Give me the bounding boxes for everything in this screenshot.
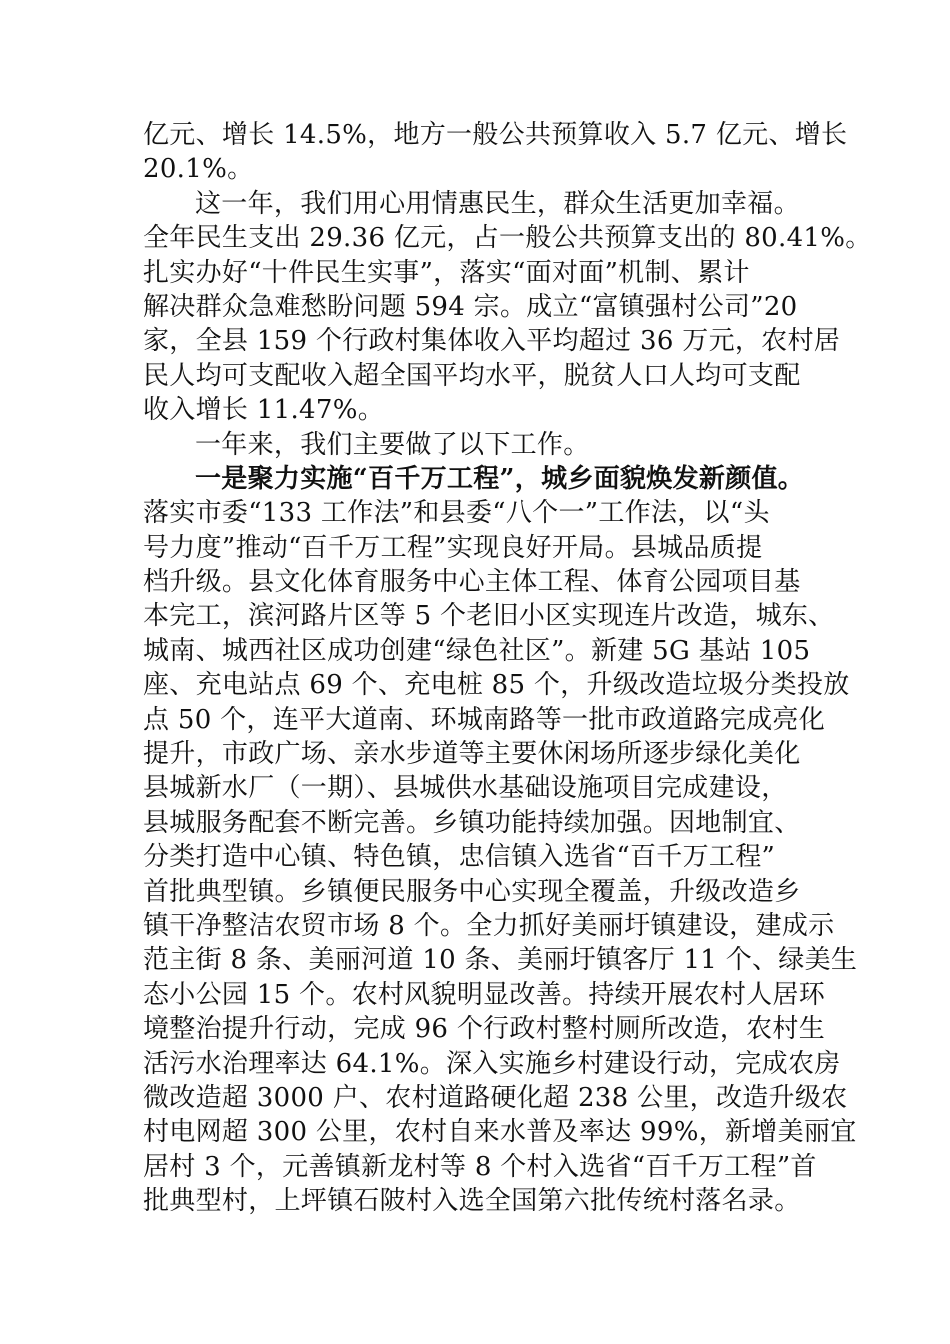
text-line: 分类打造中心镇、特色镇，忠信镇入选省“百千万工程” bbox=[143, 842, 776, 873]
report-body-text bbox=[143, 118, 872, 1219]
text-line: 全年民生支出 29.36 亿元，占一般公共预算支出的 80.41%。 bbox=[143, 223, 872, 254]
text-line: 扎实办好“十件民生实事”，落实“面对面”机制、累计 bbox=[143, 257, 750, 288]
text-line: 号力度”推动“百千万工程”实现良好开局。县城品质提 bbox=[143, 532, 763, 563]
text-line: 一年来，我们主要做了以下工作。 bbox=[195, 429, 590, 460]
text-line: 落实市委“133 工作法”和县委“八个一”工作法，以“头 bbox=[143, 498, 770, 529]
text-line: 亿元、增长 14.5%，地方一般公共预算收入 5.7 亿元、增长 bbox=[143, 120, 848, 150]
text-line: 20.1%。 bbox=[143, 154, 254, 185]
text-line: 档升级。县文化体育服务中心主体工程、体育公园项目基 bbox=[143, 567, 801, 598]
text-line: 态小公园 15 个。农村风貌明显改善。持续开展农村人居环 bbox=[143, 979, 826, 1010]
section-heading-line: 一是聚力实施“百千万工程”，城乡面貌焕发新颜值。 bbox=[195, 463, 805, 494]
text-line: 座、充电站点 69 个、充电桩 85 个，升级改造垃圾分类投放 bbox=[143, 670, 850, 701]
text-line: 民人均可支配收入超全国平均水平，脱贫人口人均可支配 bbox=[143, 360, 801, 391]
text-line: 家，全县 159 个行政村集体收入平均超过 36 万元，农村居 bbox=[143, 326, 841, 357]
text-line: 县城服务配套不断完善。乡镇功能持续加强。因地制宜、 bbox=[143, 807, 801, 838]
text-line: 村电网超 300 公里，农村自来水普及率达 99%，新增美丽宜 bbox=[143, 1117, 857, 1148]
text-line: 收入增长 11.47%。 bbox=[143, 395, 385, 426]
text-line: 本完工，滨河路片区等 5 个老旧小区实现连片改造，城东、 bbox=[143, 601, 835, 632]
text-line: 镇干净整洁农贸市场 8 个。全力抓好美丽圩镇建设，建成示 bbox=[143, 910, 835, 941]
text-line: 微改造超 3000 户、农村道路硬化超 238 公里，改造升级农 bbox=[143, 1082, 848, 1113]
text-line: 点 50 个，连平大道南、环城南路等一批市政道路完成亮化 bbox=[143, 704, 826, 735]
text-line: 提升，市政广场、亲水步道等主要休闲场所逐步绿化美化 bbox=[143, 739, 801, 770]
text-line: 县城新水厂（一期）、县城供水基础设施项目完成建设， bbox=[143, 773, 788, 804]
text-line: 解决群众急难愁盼问题 594 宗。成立“富镇强村公司”20 bbox=[143, 291, 798, 322]
text-line: 活污水治理率达 64.1%。深入实施乡村建设行动，完成农房 bbox=[143, 1048, 841, 1079]
text-line: 批典型村，上坪镇石陂村入选全国第六批传统村落名录。 bbox=[143, 1186, 801, 1217]
text-line: 范主街 8 条、美丽河道 10 条、美丽圩镇客厅 11 个、绿美生 bbox=[143, 945, 858, 976]
text-line: 首批典型镇。乡镇便民服务中心实现全覆盖，升级改造乡 bbox=[143, 876, 801, 907]
text-line: 居村 3 个，元善镇新龙村等 8 个村入选省“百千万工程”首 bbox=[143, 1151, 817, 1182]
text-line: 这一年，我们用心用情惠民生，群众生活更加幸福。 bbox=[195, 188, 800, 219]
text-line: 境整治提升行动，完成 96 个行政村整村厕所改造，农村生 bbox=[143, 1014, 826, 1045]
text-line: 城南、城西社区成功创建“绿色社区”。新建 5G 基站 105 bbox=[143, 635, 811, 666]
